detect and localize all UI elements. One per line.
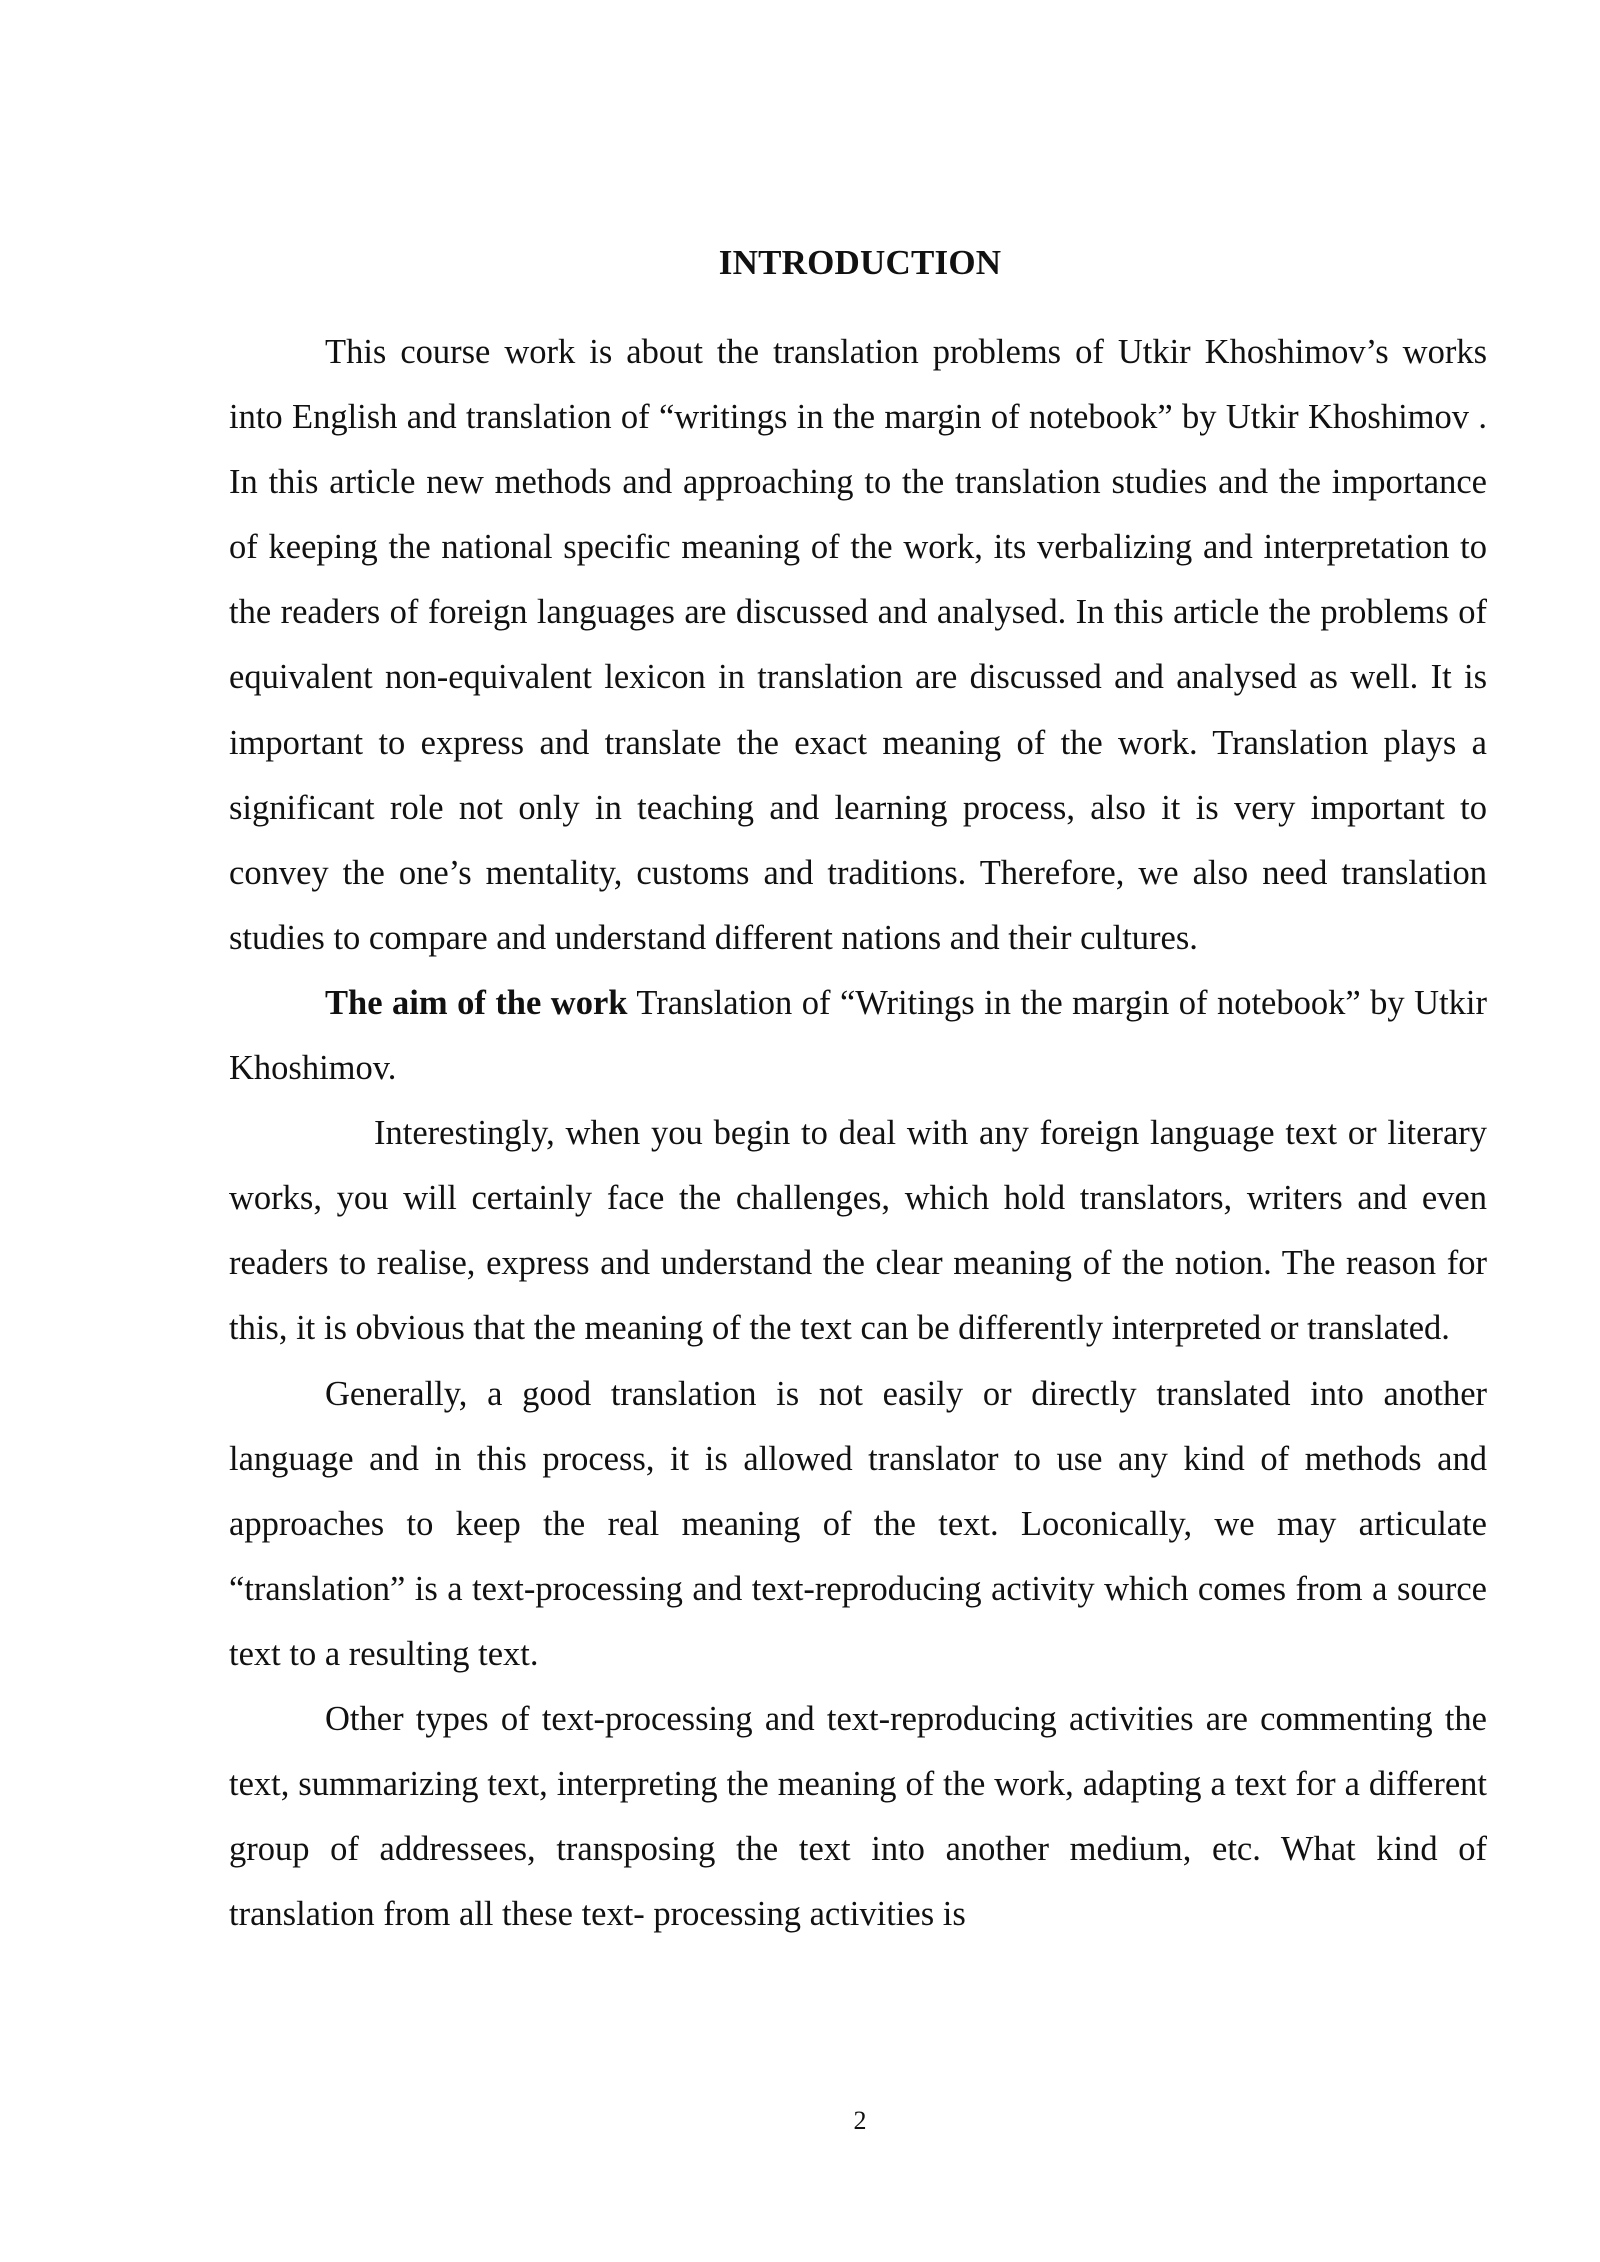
paragraph-other-types: Other types of text-processing and text-reproducing activities are commenting the text, summarizing text, interpreting the meaning of the work, adapting a text for a different group of addressees, transposing the text into another medium, etc. What kind of translation from all these text- processing activities is — [229, 1699, 1487, 1934]
aim-of-work-lead: The aim of the work — [325, 983, 628, 1022]
page-number: 2 — [853, 2106, 867, 2135]
aim-of-work-text: Translation of “Writings in the margin of notebook” by Utkir Khoshimov. — [229, 983, 1487, 1088]
paragraph-aim-of-work — [229, 971, 1487, 1101]
body-text — [229, 320, 1487, 1947]
section-heading: INTRODUCTION — [718, 243, 1002, 282]
paragraph-generally: Generally, a good translation is not easily or directly translated into another language and in this process, it is allowed translator to use any kind of methods and approaches to keep the real meaning of the text. Loconically, we may articulate “translation” is a text-processing and text-reproducing activity which comes from a source text to a resulting text. — [229, 1374, 1487, 1673]
paragraph-course-work: This course work is about the translation problems of Utkir Khoshimov’s works into English and translation of “writings in the margin of notebook” by Utkir Khoshimov . In this article new methods and approaching to the translation studies and the importance of keeping the national specific meaning of the work, its verbalizing and interpretation to the readers of foreign languages are discussed and analysed. In this article the problems of equivalent non-equivalent lexicon in translation are discussed and analysed as well. It is important to express and translate the exact meaning of the work. Translation plays a significant role not only in teaching and learning process, also it is very important to convey the one’s mentality, customs and traditions. Therefore, we also need translation studies to compare and understand different nations and their cultures. — [229, 333, 1487, 957]
paragraph-interestingly: Interestingly, when you begin to deal with any foreign language text or literary works, you will certainly face the challenges, which hold translators, writers and even readers to realise, express and understand the clear meaning of the notion. The reason for this, it is obvious that the meaning of the text can be differently interpreted or translated. — [229, 1114, 1487, 1348]
